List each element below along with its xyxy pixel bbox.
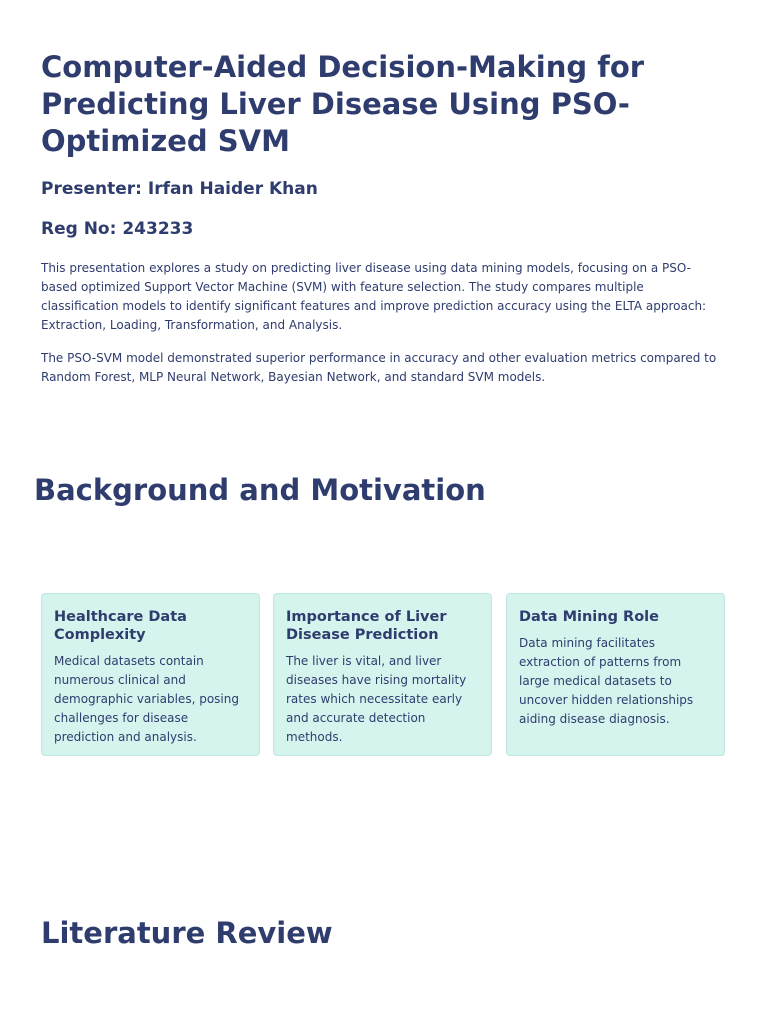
- card-title: Healthcare Data Complexity: [54, 609, 187, 643]
- info-card-data-mining-role: [506, 593, 725, 756]
- intro-paragraph: This presentation explores a study on predicting liver disease using data mining models, focusing on a PSO-based optimized Support Vector Machine (SVM) with feature selection. The study compares multiple classification models to identify significant features and improve prediction accuracy using the ELTA approach: Extraction, Loading, Transformation, and Analysis.: [41, 261, 707, 332]
- card-body: Data mining facilitates extraction of patterns from large medical datasets to uncover hidden relationships aiding disease diagnosis.: [519, 636, 694, 726]
- presenter-name: Presenter: Irfan Haider Khan: [41, 179, 318, 199]
- card-title: Importance of Liver Disease Prediction: [286, 609, 447, 643]
- registration-number: Reg No: 243233: [41, 219, 194, 239]
- section-heading-literature-review: Literature Review: [41, 916, 333, 950]
- info-card-healthcare-data: [41, 593, 260, 756]
- card-body: Medical datasets contain numerous clinical and demographic variables, posing challenges for disease prediction and analysis.: [54, 654, 239, 744]
- intro-paragraph: The PSO-SVM model demonstrated superior performance in accuracy and other evaluation metrics compared to Random Forest, MLP Neural Network, Bayesian Network, and standard SVM models.: [41, 351, 717, 384]
- page-title: Computer-Aided Decision-Making for Predicting Liver Disease Using PSO-Optimized SVM: [41, 50, 645, 158]
- section-heading-background: Background and Motivation: [34, 473, 486, 507]
- card-title: Data Mining Role: [519, 609, 659, 625]
- info-card-liver-disease-prediction: [273, 593, 492, 756]
- card-body: The liver is vital, and liver diseases have rising mortality rates which necessitate early and accurate detection methods.: [286, 654, 467, 744]
